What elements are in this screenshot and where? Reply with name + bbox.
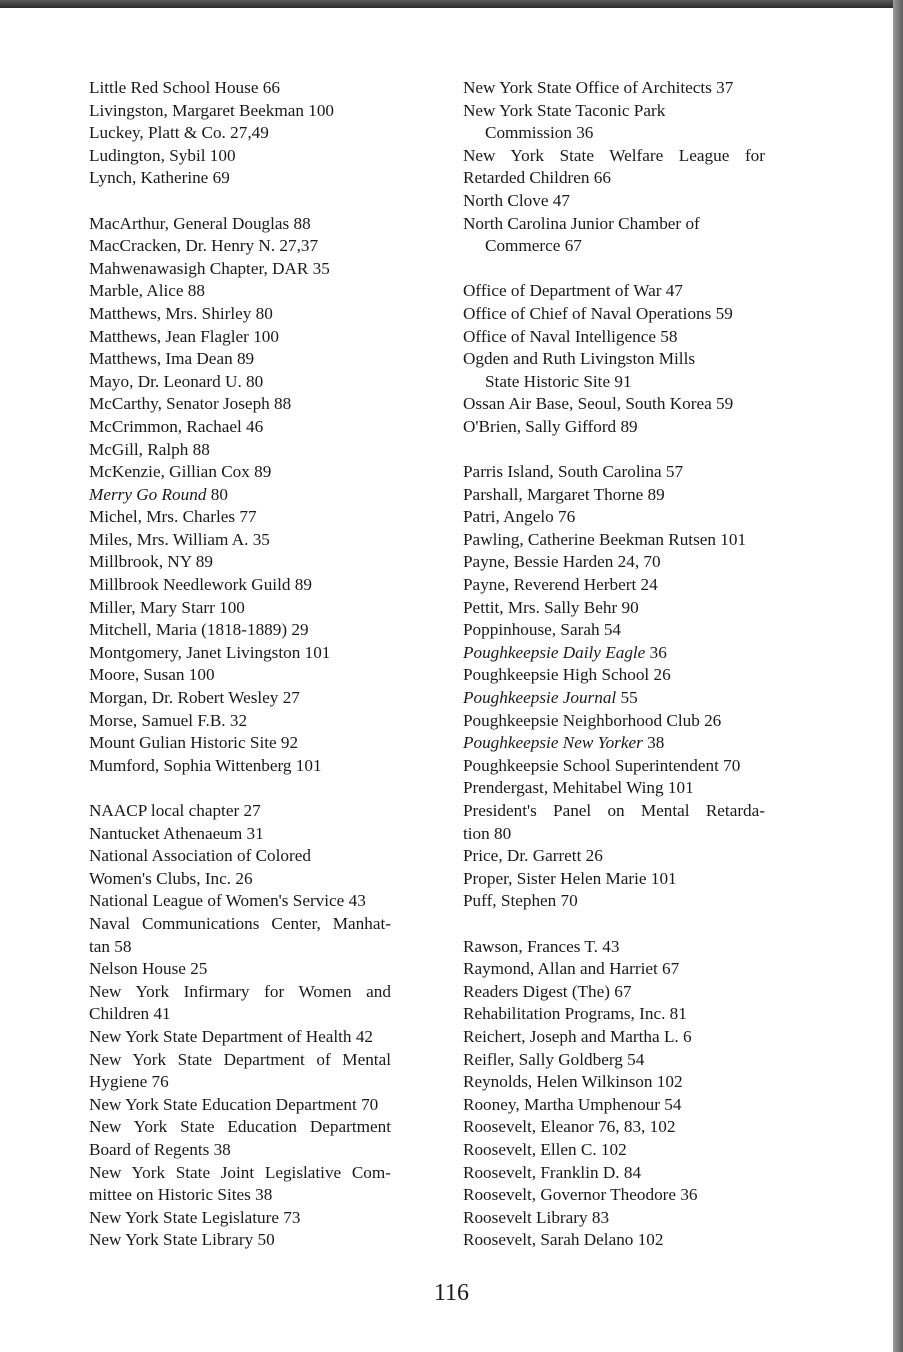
index-entry [89, 1229, 391, 1252]
index-entry [463, 574, 765, 597]
index-entry-text: MacCracken, Dr. Henry N. 27,37 [89, 236, 319, 256]
index-entry-text: Parris Island, South Carolina 57 [463, 462, 684, 482]
index-entry-text: Pettit, Mrs. Sally Behr 90 [463, 597, 639, 617]
index-entry-text: New York Infirmary for Women and [89, 981, 391, 1001]
index-entry-text: Readers Digest (The) 67 [463, 981, 632, 1001]
index-entry-text: North Clove 47 [463, 190, 570, 210]
index-entry-text: Roosevelt Library 83 [463, 1207, 610, 1227]
index-entry-continuation: Commission 36 [485, 123, 594, 143]
index-entry-text: McGill, Ralph 88 [89, 439, 210, 459]
index-entry-text: Mahwenawasigh Chapter, DAR 35 [89, 258, 330, 278]
index-entry [463, 529, 765, 552]
index-entry [89, 77, 391, 100]
index-entry [463, 393, 765, 416]
index-entry-text: National League of Women's Service 43 [89, 891, 366, 911]
index-entry [463, 619, 765, 642]
index-entry [89, 800, 391, 823]
index-entry [463, 845, 765, 868]
index-entry [89, 167, 391, 190]
index-entry-text: New York State Office of Architects 37 [463, 78, 734, 97]
index-entry-text: New York State Education Department 70 [89, 1094, 379, 1114]
index-entry [463, 1139, 765, 1162]
index-entry [89, 958, 391, 981]
index-entry [89, 145, 391, 168]
index-column-right [463, 77, 765, 1252]
index-entry [89, 393, 391, 416]
index-entry [89, 348, 391, 371]
index-entry-text: New York State Joint Legislative Com- [89, 1162, 391, 1182]
index-entry-text: Millbrook Needlework Guild 89 [89, 575, 312, 595]
index-entry [89, 664, 391, 687]
index-entry [89, 303, 391, 326]
index-group [89, 800, 391, 1252]
index-entry [89, 1049, 391, 1094]
index-entry-text: Poughkeepsie Neighborhood Club 26 [463, 710, 722, 730]
index-entry-text: New York State Education Department [89, 1117, 391, 1137]
index-entry-text: Morse, Samuel F.B. 32 [89, 710, 248, 730]
index-entry [463, 1207, 765, 1230]
index-column-left [89, 77, 391, 1252]
index-entry-text: Michel, Mrs. Charles 77 [89, 507, 257, 527]
index-entry-text: McCrimmon, Rachael 46 [89, 416, 264, 436]
index-entry-text: Ossan Air Base, Seoul, South Korea 59 [463, 394, 734, 414]
index-entry-text: MacArthur, General Douglas 88 [89, 213, 311, 233]
index-entry-text: Office of Naval Intelligence 58 [463, 326, 678, 346]
index-entry [89, 823, 391, 846]
index-entry-text [463, 687, 765, 710]
index-entry [89, 710, 391, 733]
index-entry [463, 1071, 765, 1094]
index-entry-text: Reynolds, Helen Wilkinson 102 [463, 1072, 683, 1092]
page-number: 116 [433, 1280, 470, 1306]
index-entry-continuation: mittee on Historic Sites 38 [89, 1185, 273, 1205]
index-entry-continuation: State Historic Site 91 [485, 371, 632, 391]
index-entry-text: Pawling, Catherine Beekman Rutsen 101 [463, 529, 747, 549]
index-entry-text: Payne, Bessie Harden 24, 70 [463, 552, 661, 572]
index-entry [463, 506, 765, 529]
index-entry-text: Moore, Susan 100 [89, 665, 215, 685]
index-entry-page-ref: 55 [616, 688, 638, 708]
index-entry-text: Rehabilitation Programs, Inc. 81 [463, 1004, 687, 1024]
index-entry-text: Rooney, Martha Umphenour 54 [463, 1094, 682, 1114]
index-entry-text: Miller, Mary Starr 100 [89, 597, 245, 617]
index-entry-title: Merry Go Round [89, 484, 207, 504]
index-entry [463, 461, 765, 484]
index-entry [89, 122, 391, 145]
index-entry [463, 326, 765, 349]
index-entry-continuation: Board of Regents 38 [89, 1139, 231, 1159]
index-entry [89, 642, 391, 665]
index-entry [463, 777, 765, 800]
index-entry-text: Roosevelt, Ellen C. 102 [463, 1139, 627, 1159]
index-entry-text: O'Brien, Sally Gifford 89 [463, 416, 638, 436]
index-entry [89, 1162, 391, 1207]
index-entry-text: New York State Department of Health 42 [89, 1026, 374, 1046]
index-entry-text: Mumford, Sophia Wittenberg 101 [89, 755, 322, 775]
index-entry-continuation: tion 80 [463, 823, 512, 843]
index-entry [89, 890, 391, 913]
index-entry-text: Mount Gulian Historic Site 92 [89, 733, 299, 753]
index-entry [463, 800, 765, 845]
index-entry-text: Reichert, Joseph and Martha L. 6 [463, 1026, 692, 1046]
index-entry-text: Montgomery, Janet Livingston 101 [89, 642, 331, 662]
index-entry-text: Ogden and Ruth Livingston Mills [463, 349, 696, 369]
index-entry [463, 348, 765, 393]
index-entry-text: Luckey, Platt & Co. 27,49 [89, 123, 269, 143]
index-entry [89, 597, 391, 620]
index-entry-page-ref: 80 [206, 484, 228, 504]
index-entry [463, 868, 765, 891]
index-entry-text: Prendergast, Mehitabel Wing 101 [463, 778, 694, 798]
index-entry [463, 1162, 765, 1185]
index-entry-text: North Carolina Junior Chamber of [463, 213, 700, 233]
index-entry [463, 642, 765, 665]
index-entry [89, 235, 391, 258]
index-entry [463, 890, 765, 913]
index-entry [89, 574, 391, 597]
index-entry [89, 439, 391, 462]
index-entry-text [463, 732, 765, 755]
index-entry [463, 1094, 765, 1117]
index-entry-text: New York State Taconic Park [463, 100, 666, 120]
index-entry [89, 461, 391, 484]
index-entry-title: Poughkeepsie New Yorker [463, 733, 643, 753]
index-entry-text: Puff, Stephen 70 [463, 891, 578, 911]
index-group [463, 280, 765, 438]
index-entry [463, 981, 765, 1004]
index-entry [463, 687, 765, 710]
index-entry-text: Nelson House 25 [89, 959, 208, 979]
index-entry-text: Naval Communications Center, Manhat- [89, 913, 391, 933]
index-entry [89, 326, 391, 349]
page-edge-shadow [893, 0, 903, 1352]
index-group [463, 936, 765, 1252]
index-entry [89, 213, 391, 236]
index-entry-text: NAACP local chapter 27 [89, 801, 261, 820]
index-entry-text: Reifler, Sally Goldberg 54 [463, 1049, 645, 1069]
index-entry [89, 1094, 391, 1117]
index-entry [463, 145, 765, 190]
index-entry-title: Poughkeepsie Journal [463, 688, 617, 708]
index-entry-text: Proper, Sister Helen Marie 101 [463, 868, 677, 888]
index-entry [463, 710, 765, 733]
index-entry-text: Little Red School House 66 [89, 78, 280, 97]
index-entry-text: Parshall, Margaret Thorne 89 [463, 484, 665, 504]
index-entry [89, 619, 391, 642]
index-entry [89, 913, 391, 958]
index-group [89, 213, 391, 778]
index-entry-text: Patri, Angelo 76 [463, 507, 576, 527]
index-entry [463, 732, 765, 755]
index-entry [463, 303, 765, 326]
index-entry [463, 416, 765, 439]
index-entry-continuation: Commerce 67 [485, 236, 582, 256]
index-entry-text: Mayo, Dr. Leonard U. 80 [89, 371, 264, 391]
index-entry [89, 529, 391, 552]
index-group [463, 77, 765, 258]
index-entry [89, 100, 391, 123]
index-entry-continuation: Retarded Children 66 [463, 168, 611, 188]
index-entry [89, 416, 391, 439]
index-entry [463, 664, 765, 687]
index-entry-text: President's Panel on Mental Retarda- [463, 801, 765, 820]
index-entry [463, 484, 765, 507]
index-entry [89, 1207, 391, 1230]
index-entry [463, 100, 765, 145]
index-entry-title: Poughkeepsie Daily Eagle [463, 642, 646, 662]
index-entry [463, 190, 765, 213]
index-group [89, 77, 391, 190]
index-entry [89, 484, 391, 507]
index-entry-continuation: Hygiene 76 [89, 1072, 169, 1092]
index-entry [463, 1026, 765, 1049]
index-entry [89, 845, 391, 890]
index-entry [89, 755, 391, 778]
index-entry-text: Marble, Alice 88 [89, 281, 205, 301]
index-entry [89, 506, 391, 529]
index-entry-text: Lynch, Katherine 69 [89, 168, 230, 188]
index-entry [463, 1116, 765, 1139]
index-entry [89, 981, 391, 1026]
index-entry-text: McKenzie, Gillian Cox 89 [89, 462, 272, 482]
index-entry-text: McCarthy, Senator Joseph 88 [89, 394, 292, 414]
index-entry [89, 732, 391, 755]
index-entry [89, 1116, 391, 1161]
index-entry [463, 597, 765, 620]
index-entry-text: Poppinhouse, Sarah 54 [463, 620, 622, 640]
index-entry-page-ref: 36 [645, 642, 667, 662]
index-entry [89, 1026, 391, 1049]
index-entry [463, 1229, 765, 1252]
index-entry-continuation: Children 41 [89, 1004, 171, 1024]
index-entry-text: New York State Department of Mental [89, 1049, 391, 1069]
index-entry-text: Nantucket Athenaeum 31 [89, 823, 264, 843]
index-entry [89, 687, 391, 710]
index-entry-text: Matthews, Ima Dean 89 [89, 349, 255, 369]
index-entry-text: Payne, Reverend Herbert 24 [463, 575, 658, 595]
index-entry-text: Rawson, Frances T. 43 [463, 936, 620, 956]
index-entry [463, 280, 765, 303]
index-entry-text [89, 484, 391, 507]
index-entry-text: Matthews, Jean Flagler 100 [89, 326, 279, 346]
index-entry-text: New York State Welfare League for [463, 145, 765, 165]
index-entry-text: National Association of Colored [89, 846, 311, 866]
index-entry-text: Poughkeepsie High School 26 [463, 665, 671, 685]
index-entry-text: Mitchell, Maria (1818-1889) 29 [89, 620, 309, 640]
index-entry [89, 258, 391, 281]
index-entry-text: Raymond, Allan and Harriet 67 [463, 959, 680, 979]
top-rule [0, 0, 903, 8]
index-entry-text: New York State Library 50 [89, 1230, 275, 1250]
index-entry [463, 958, 765, 981]
index-entry [463, 1049, 765, 1072]
index-entry [463, 551, 765, 574]
index-entry-text: Livingston, Margaret Beekman 100 [89, 100, 335, 120]
index-entry-text: Roosevelt, Governor Theodore 36 [463, 1185, 698, 1205]
index-entry-text: Miles, Mrs. William A. 35 [89, 529, 270, 549]
index-entry-continuation: Women's Clubs, Inc. 26 [89, 868, 253, 888]
index-entry [463, 755, 765, 778]
index-entry-text: Poughkeepsie School Superintendent 70 [463, 755, 741, 775]
index-entry [463, 1184, 765, 1207]
index-entry-text: Millbrook, NY 89 [89, 552, 213, 572]
index-entry-continuation: tan 58 [89, 936, 132, 956]
index-entry-text: Office of Department of War 47 [463, 281, 683, 301]
index-entry-text: Price, Dr. Garrett 26 [463, 846, 603, 866]
index-entry-text: Office of Chief of Naval Operations 59 [463, 303, 733, 323]
index-entry [463, 936, 765, 959]
index-entry [89, 280, 391, 303]
index-entry-text: Roosevelt, Franklin D. 84 [463, 1162, 642, 1182]
index-entry-text: Roosevelt, Eleanor 76, 83, 102 [463, 1117, 676, 1137]
index-entry [89, 371, 391, 394]
index-entry-text: New York State Legislature 73 [89, 1207, 301, 1227]
index-entry-text: Ludington, Sybil 100 [89, 145, 236, 165]
index-entry-text: Matthews, Mrs. Shirley 80 [89, 303, 273, 323]
index-entry-page-ref: 38 [642, 733, 665, 753]
index-group [463, 461, 765, 913]
index-entry [89, 551, 391, 574]
index-entry [463, 77, 765, 100]
index-entry [463, 1003, 765, 1026]
index-entry-text: Morgan, Dr. Robert Wesley 27 [89, 688, 300, 708]
index-entry-text [463, 642, 765, 665]
index-entry-text: Roosevelt, Sarah Delano 102 [463, 1230, 664, 1250]
index-entry [463, 213, 765, 258]
